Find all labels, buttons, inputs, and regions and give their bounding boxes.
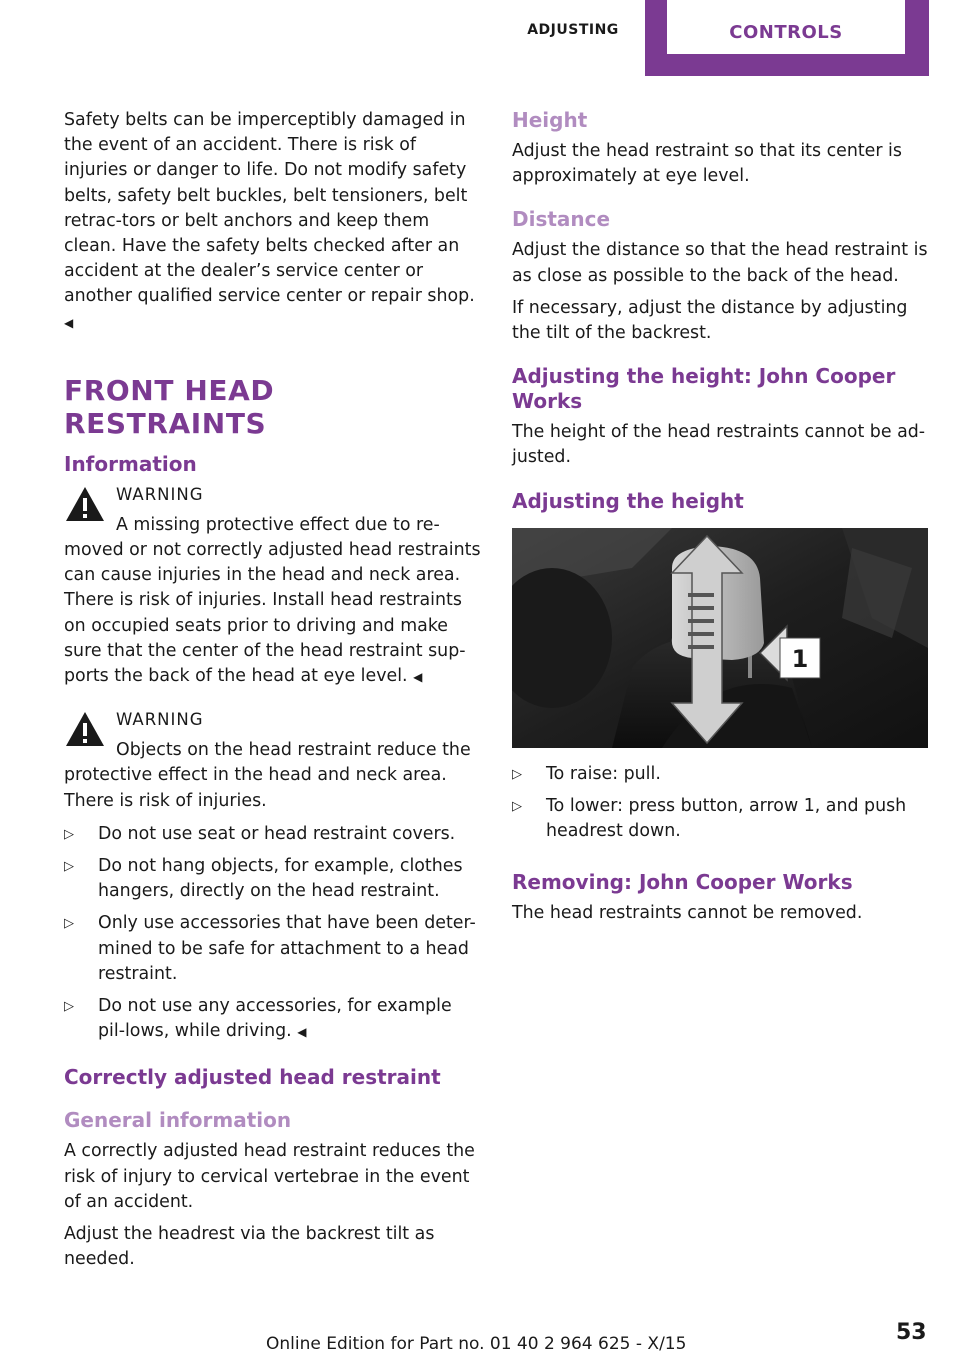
list-item bbox=[512, 762, 928, 787]
warning-block-2 bbox=[64, 708, 482, 814]
chapter-title: FRONT HEAD RESTRAINTS bbox=[64, 373, 275, 440]
list-item-text: To raise: pull. bbox=[546, 763, 661, 784]
edition-text: Online Edition for Part no. 01 40 2 964 625 - X/15 bbox=[266, 1334, 687, 1354]
intro-paragraph bbox=[64, 108, 482, 336]
warning-text: Objects on the head restraint reduce the protective effect in the head and neck area. There is risk of injuries. bbox=[64, 740, 471, 811]
warning-title: WARNING bbox=[116, 484, 204, 504]
height-heading: Height bbox=[512, 108, 588, 132]
list-item-text: Do not use seat or head restraint covers. bbox=[98, 823, 456, 844]
general-info-text-1: A correctly adjusted head restraint reduces the risk of injury to cervical vertebrae in the event of an accident. bbox=[64, 1141, 475, 1212]
list-item-text: Only use accessories that have been deter-mined to be safe for attachment to a head restraint. bbox=[98, 913, 476, 984]
end-mark: ◀ bbox=[64, 315, 74, 330]
header-chapter-label: CONTROLS bbox=[667, 0, 905, 54]
warning-2-list bbox=[64, 822, 482, 1046]
warning-text bbox=[64, 513, 482, 690]
head-restraint-illustration bbox=[512, 528, 928, 748]
header-section-label: ADJUSTING bbox=[527, 22, 619, 38]
list-item-text: Do not hang objects, for example, clothes hangers, directly on the head restraint. bbox=[98, 856, 463, 902]
head-restraint-figure bbox=[512, 528, 928, 748]
list-item bbox=[64, 822, 482, 847]
bullet-triangle-icon: ▷ bbox=[64, 999, 74, 1015]
distance-text-2: If necessary, adjust the distance by adjusting the tilt of the backrest. bbox=[512, 297, 908, 344]
bullet-triangle-icon: ▷ bbox=[64, 859, 74, 875]
list-item bbox=[64, 911, 482, 987]
general-info-heading: General information bbox=[64, 1108, 292, 1133]
list-item bbox=[64, 994, 482, 1045]
distance-heading: Distance bbox=[512, 207, 611, 232]
warning-1-body: A missing protective effect due to re-moved or not correctly adjusted head restraints can cause injuries in the head and neck area. There is risk of injuries. Install head restraints on occupied seats prior to driving and make sure that the center of the head restraint sup-ports the back of the head at eye level. bbox=[64, 514, 481, 687]
right-column bbox=[512, 108, 928, 933]
list-item-text: Do not use any accessories, for example pil-lows, while driving. bbox=[98, 996, 452, 1042]
distance-text-1: Adjust the distance so that the head restraint is as close as possible to the back of the head. bbox=[512, 240, 928, 286]
warning-triangle-icon bbox=[64, 485, 106, 523]
warning-title: WARNING bbox=[116, 710, 204, 730]
list-item bbox=[512, 794, 928, 844]
bullet-triangle-icon: ▷ bbox=[64, 916, 74, 932]
jcw-height-text: The height of the head restraints cannot be ad-justed. bbox=[512, 422, 926, 468]
page-number: 53 bbox=[896, 1320, 927, 1345]
bullet-triangle-icon: ▷ bbox=[512, 798, 522, 814]
bullet-triangle-icon: ▷ bbox=[64, 826, 74, 842]
figure-callout-label: 1 bbox=[791, 644, 809, 673]
adjust-height-heading: Adjusting the height bbox=[512, 488, 744, 513]
page-footer bbox=[0, 1320, 960, 1356]
end-mark: ◀ bbox=[413, 670, 423, 685]
bullet-triangle-icon: ▷ bbox=[512, 766, 522, 782]
height-text: Adjust the head restraint so that its center is approximately at eye level. bbox=[512, 141, 902, 187]
left-column bbox=[64, 108, 482, 1280]
warning-triangle-icon bbox=[64, 710, 106, 748]
end-mark: ◀ bbox=[297, 1025, 307, 1040]
list-item bbox=[64, 854, 482, 904]
warning-block-1 bbox=[64, 483, 482, 690]
adjust-height-list bbox=[512, 762, 928, 845]
general-info-text-2: Adjust the headrest via the backrest tilt as needed. bbox=[64, 1224, 435, 1270]
removing-heading: Removing: John Cooper Works bbox=[512, 870, 853, 895]
jcw-height-heading: Adjusting the height: John Cooper Works bbox=[512, 364, 896, 414]
removing-text: The head restraints cannot be removed. bbox=[512, 903, 863, 924]
correct-adjust-heading: Correctly adjusted head restraint bbox=[64, 1065, 441, 1090]
list-item-text: To lower: press button, arrow 1, and push headrest down. bbox=[546, 795, 907, 842]
information-heading: Information bbox=[64, 451, 197, 476]
header-chapter-tab bbox=[645, 0, 929, 76]
intro-text: Safety belts can be imperceptibly damaged in the event of an accident. There is risk of injuries or danger to life. Do not modify safety belts, safety belt buckles, belt tensioners, belt retrac-tors or belt anchors and keep them clean. Have the safety belts checked after an accident at the dealer’s service center or another qualified service center or repair shop. bbox=[64, 110, 475, 307]
